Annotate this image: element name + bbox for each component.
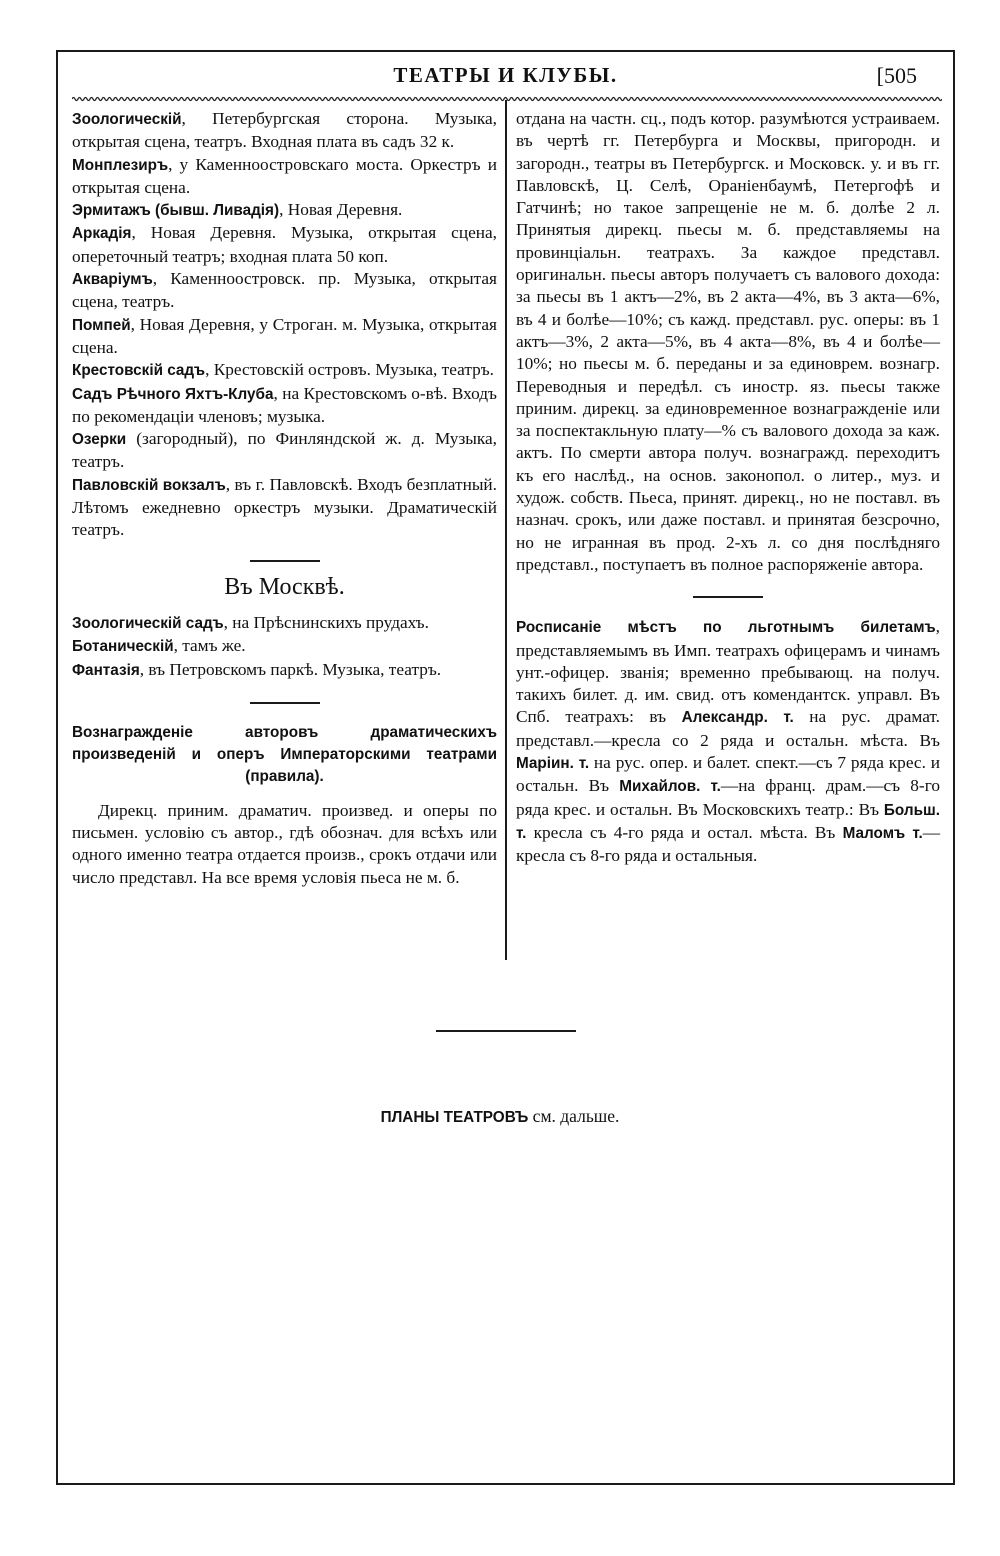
- page-header: [56, 63, 955, 89]
- list-item: Садъ Рѣчного Яхтъ-Клуба, на Крестовскомъ о-вѣ. Входъ по рекомендаціи членовъ; музыка.: [72, 383, 497, 426]
- list-item: Аркадія, Новая Деревня. Музыка, открытая сцена, опереточный театръ; входная плата 50 коп.: [72, 223, 497, 266]
- section-rule: [693, 596, 763, 598]
- page-number: [505: [876, 63, 917, 88]
- section-rule: [250, 560, 320, 562]
- seats-paragraph: Росписаніе мѣстъ по льготнымъ билетамъ, представляемымъ въ Имп. театрахъ офицерамъ и чинамъ унт.-офицер. званія; временно пребывающ. на получ. такихъ билет. д. им. свид. отъ комендантск. управл. Въ Спб. театрахъ: въ Александр. т. на рус. драмат. представл.—кресла со 2 ряда и остальн. мѣста. Въ Маріин. т. на рус. опер. и балет. спект.—съ 7 ряда крес. и остальн. Въ Михайлов. т.—на франц. драм.—съ 8-го ряда крес. и остальн. Въ Московскихъ театр.: Въ Больш. т. кресла съ 4-го ряда и остал. мѣста. Въ Маломъ т.—кресла съ 8-го ряда и остальныя.: [516, 617, 941, 866]
- list-item: Озерки (загородный), по Финляндской ж. д. Музыка, театръ.: [72, 429, 497, 472]
- list-item: Зоологическій садъ, на Прѣснинскихъ прудахъ.: [72, 612, 429, 632]
- footer-rule: [436, 1030, 576, 1032]
- moscow-heading: Въ Москвѣ.: [224, 573, 345, 600]
- royalties-paragraph: Дирекц. приним. драматич. произвед. и оперы по письмен. условію съ автор., гдѣ обознач. для всѣхъ или одного именно театра отдается произв., срокъ отдачи или число представл. На все время условія пьеса не м. б.: [72, 800, 497, 887]
- royalties-heading: Вознагражденіе авторовъ драматическихъ произведеній и оперъ Императорскими театрами (правила).: [72, 723, 497, 785]
- right-column: [516, 108, 940, 868]
- list-item: Фантазія, въ Петровскомъ паркѣ. Музыка, театръ.: [72, 659, 442, 679]
- royalties-continuation: отдана на частн. сц., подъ котор. разумѣются устраиваем. въ чертѣ гг. Петербурга и Москвы, пригородн. и загородн., театры въ Петербургск. и Московск. у. и въ гг. Павловскѣ, Ц. Селѣ, Ораніенбаумѣ, Петергофѣ и Гатчинѣ; но такое запрещеніе не м. б. долѣе 2 л. Принятыя дирекц. пьесы м. б. представляемы на провинціальн. театрахъ. За каждое представл. оригинальн. пьесы авторъ получаетъ съ валового дохода: за пьесы въ 1 актъ—2%, въ 2 акта—4%, въ 3 акта—6%, въ 4 и болѣе—10%; съ кажд. представл. рус. оперы: въ 1 актъ—3%, 2 акта—5%, въ 4 акта—8%, въ 4 и болѣе—10%; но пьесы м. б. переданы и за единоврем. вознагр. Переводныя и передѣл. съ иностр. яз. пьесы также приним. дирекц. за единовременное вознагражденіе или за поспектакльную плату—% съ валового дохода за каж. актъ. По смерти автора получ. вознагражд. переходитъ къ его наслѣд., на основ. законопол. о литер., муз. и худож. собств. Пьеса, принят. дирекц., но не поставл. въ назнач. срокъ, или даже поставл. и принятая безсрочно, но не игранная въ прод. 2-хъ л. со дня послѣдняго представл., поступаетъ въ полное распоряженіе автора.: [516, 109, 940, 574]
- list-item: Зоологическій, Петербургская сторона. Музыка, открытая сцена, театръ. Входная плата въ садъ 32 к.: [72, 109, 497, 152]
- seats-heading: Росписаніе мѣстъ по льготнымъ билетамъ: [516, 619, 936, 637]
- list-item: Монплезиръ, у Каменноостровскаго моста. Оркестръ и открытая сцена.: [72, 154, 497, 197]
- section-rule: [250, 702, 320, 704]
- moscow-list: [72, 612, 497, 682]
- list-item: Павловскій вокзалъ, въ г. Павловскѣ. Входъ безплатный. Лѣтомъ ежедневно оркестръ музыки. Драматическій театръ.: [72, 474, 498, 540]
- petersburg-list: [72, 108, 497, 542]
- column-divider: [505, 100, 507, 960]
- footer-note: ПЛАНЫ ТЕАТРОВЪ см. дальше.: [380, 1106, 620, 1126]
- wavy-rule: [72, 94, 942, 104]
- left-column: [72, 108, 497, 889]
- list-item: Крестовскій садъ, Крестовскій островъ. Музыка, театръ.: [72, 360, 494, 380]
- list-item: Эрмитажъ (бывш. Ливадія), Новая Деревня.: [72, 200, 403, 220]
- list-item: Помпей, Новая Деревня, у Строган. м. Музыка, открытая сцена.: [72, 314, 497, 357]
- list-item: Акваріумъ, Каменноостровск. пр. Музыка, открытая сцена, театръ.: [72, 269, 497, 312]
- running-title: ТЕАТРЫ И КЛУБЫ.: [393, 63, 618, 87]
- list-item: Ботаническій, тамъ же.: [72, 636, 246, 656]
